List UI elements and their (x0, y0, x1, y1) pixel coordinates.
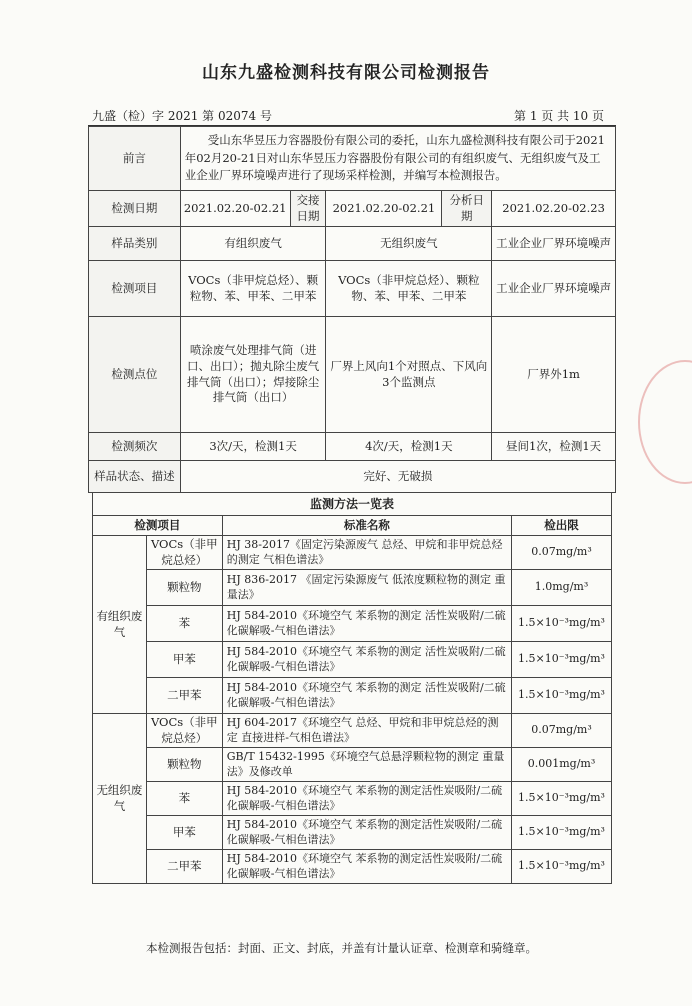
points-row (89, 317, 616, 433)
summary-table (88, 126, 616, 493)
sample-type-1: 有组织废气 (180, 227, 326, 261)
items-row (89, 261, 616, 317)
delivery-date-label: 交接日期 (290, 191, 326, 227)
items-2: VOCs（非甲烷总烃）、颗粒物、苯、甲苯、二甲苯 (326, 261, 492, 317)
state-value: 完好、无破损 (180, 461, 615, 493)
method-standard: HJ 584-2010《环境空气 苯系物的测定 活性炭吸附/二硫化碳解吸-气相色谱法》 (222, 642, 511, 678)
items-1: VOCs（非甲烷总烃）、颗粒物、苯、甲苯、二甲苯 (180, 261, 326, 317)
method-item: 二甲苯 (146, 678, 222, 714)
methods-header-row (93, 516, 612, 536)
points-label: 检测点位 (89, 317, 181, 433)
seal-stamp (638, 360, 692, 484)
method-item: 颗粒物 (146, 748, 222, 782)
methods-caption: 监测方法一览表 (93, 493, 612, 516)
table-row (93, 642, 612, 678)
points-2: 厂界上风向1个对照点、下风向3个监测点 (326, 317, 492, 433)
test-date-label: 检测日期 (89, 191, 181, 227)
sample-type-label: 样品类别 (89, 227, 181, 261)
method-limit: 1.5×10⁻³mg/m³ (511, 678, 611, 714)
method-standard: HJ 584-2010《环境空气 苯系物的测定活性炭吸附/二硫化碳解吸-气相色谱法》 (222, 850, 511, 884)
method-limit: 1.5×10⁻³mg/m³ (511, 850, 611, 884)
method-standard: HJ 836-2017 《固定污染源废气 低浓度颗粒物的测定 重量法》 (222, 570, 511, 606)
points-3: 厂界外1m (492, 317, 616, 433)
page-info: 第 1 页 共 10 页 (514, 109, 604, 123)
col-limit-header: 检出限 (511, 516, 611, 536)
col-item-header: 检测项目 (93, 516, 223, 536)
freq-label: 检测频次 (89, 433, 181, 461)
table-row (93, 678, 612, 714)
method-limit: 1.5×10⁻³mg/m³ (511, 816, 611, 850)
sample-type-3: 工业企业厂界环境噪声 (492, 227, 616, 261)
intro-text: 受山东华昱压力容器股份有限公司的委托，山东九盛检测科技有限公司于2021年02月20-21日对山东华昱压力容器股份有限公司的有组织废气、无组织废气及工业企业厂界环境噪声进行了现场采样检测，并编写本检测报告。 (180, 127, 615, 191)
table-row (93, 570, 612, 606)
methods-caption-row (93, 493, 612, 516)
method-item: 苯 (146, 782, 222, 816)
col-std-header: 标准名称 (222, 516, 511, 536)
method-standard: HJ 584-2010《环境空气 苯系物的测定 活性炭吸附/二硫化碳解吸-气相色谱法》 (222, 678, 511, 714)
method-item: VOCs（非甲烷总烃） (146, 714, 222, 748)
table-row (93, 850, 612, 884)
freq-2: 4次/天，检测1天 (326, 433, 492, 461)
intro-row (89, 127, 616, 191)
table-row (93, 714, 612, 748)
report-title: 山东九盛检测科技有限公司检测报告 (202, 63, 490, 83)
table-row (93, 748, 612, 782)
method-item: VOCs（非甲烷总烃） (146, 536, 222, 570)
delivery-date: 2021.02.20-02.21 (326, 191, 442, 227)
items-label: 检测项目 (89, 261, 181, 317)
method-limit: 0.07mg/m³ (511, 536, 611, 570)
method-item: 苯 (146, 606, 222, 642)
method-item: 甲苯 (146, 642, 222, 678)
freq-3: 昼间1次，检测1天 (492, 433, 616, 461)
method-limit: 1.0mg/m³ (511, 570, 611, 606)
group-name: 有组织废气 (93, 536, 147, 714)
method-item: 二甲苯 (146, 850, 222, 884)
method-item: 颗粒物 (146, 570, 222, 606)
points-1: 喷涂废气处理排气筒（进口、出口）；抛丸除尘废气排气筒（出口）；焊接除尘排气筒（出口） (180, 317, 326, 433)
sample-type-row (89, 227, 616, 261)
freq-row (89, 433, 616, 461)
state-label: 样品状态、描述 (89, 461, 181, 493)
table-row (93, 606, 612, 642)
sample-type-2: 无组织废气 (326, 227, 492, 261)
method-limit: 0.07mg/m³ (511, 714, 611, 748)
analysis-date-label: 分析日期 (442, 191, 492, 227)
method-standard: HJ 604-2017《环境空气 总烃、甲烷和非甲烷总烃的测定 直接进样-气相色谱法》 (222, 714, 511, 748)
intro-label: 前言 (89, 127, 181, 191)
state-row (89, 461, 616, 493)
method-standard: GB/T 15432-1995《环境空气总悬浮颗粒物的测定 重量法》及修改单 (222, 748, 511, 782)
table-row (93, 816, 612, 850)
table-row (93, 536, 612, 570)
test-date: 2021.02.20-02.21 (180, 191, 290, 227)
method-limit: 0.001mg/m³ (511, 748, 611, 782)
method-standard: HJ 584-2010《环境空气 苯系物的测定活性炭吸附/二硫化碳解吸-气相色谱法》 (222, 816, 511, 850)
method-standard: HJ 38-2017《固定污染源废气 总烃、甲烷和非甲烷总烃的测定 气相色谱法》 (222, 536, 511, 570)
method-limit: 1.5×10⁻³mg/m³ (511, 642, 611, 678)
method-standard: HJ 584-2010《环境空气 苯系物的测定 活性炭吸附/二硫化碳解吸-气相色谱法》 (222, 606, 511, 642)
table-row (93, 782, 612, 816)
method-limit: 1.5×10⁻³mg/m³ (511, 606, 611, 642)
method-limit: 1.5×10⁻³mg/m³ (511, 782, 611, 816)
method-item: 甲苯 (146, 816, 222, 850)
items-3: 工业企业厂界环境噪声 (492, 261, 616, 317)
methods-table (92, 492, 612, 884)
report-number: 九盛（检）字 2021 第 02074 号 (92, 109, 272, 123)
group-name: 无组织废气 (93, 714, 147, 884)
analysis-date: 2021.02.20-02.23 (492, 191, 616, 227)
freq-1: 3次/天，检测1天 (180, 433, 326, 461)
method-standard: HJ 584-2010《环境空气 苯系物的测定活性炭吸附/二硫化碳解吸-气相色谱法》 (222, 782, 511, 816)
dates-row (89, 191, 616, 227)
footer-note: 本检测报告包括：封面、正文、封底，并盖有计量认证章、检测章和骑缝章。 (146, 941, 537, 955)
